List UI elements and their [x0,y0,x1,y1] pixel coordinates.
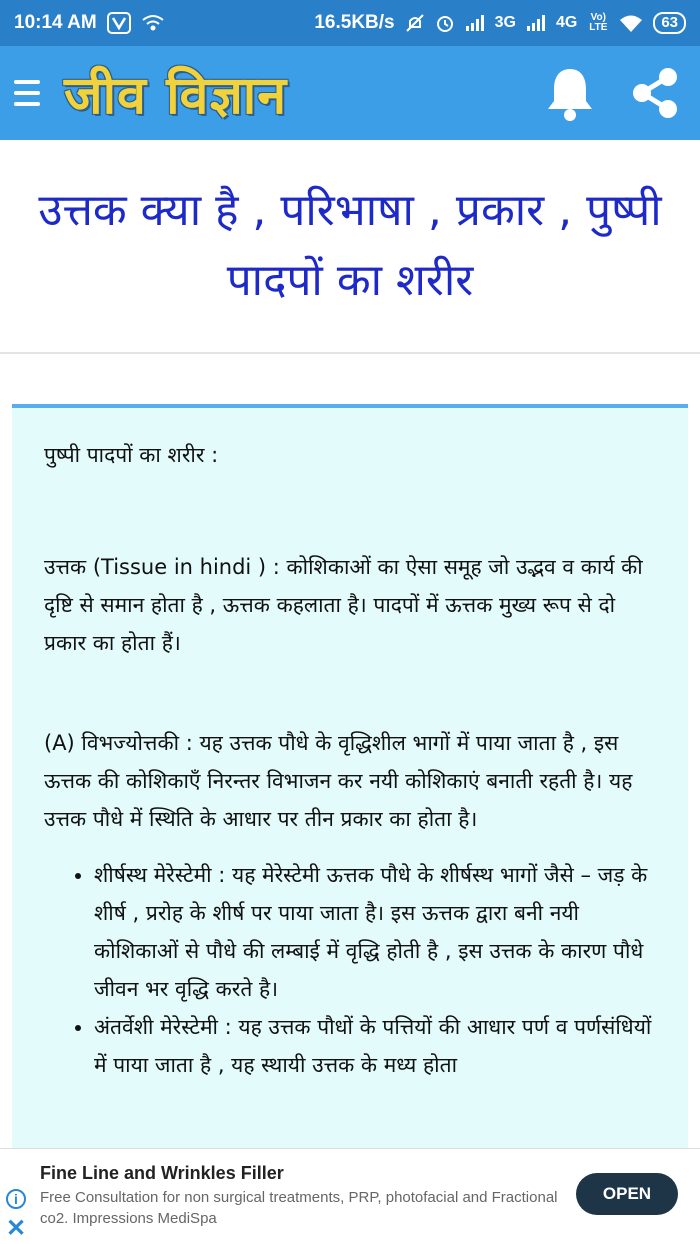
bell-icon[interactable] [544,65,596,121]
info-icon[interactable]: i [6,1189,26,1209]
signal-icon-2 [526,15,546,31]
app-bar [0,46,700,140]
status-time: 10:14 AM [14,12,97,33]
volte-indicator: Vo) LTE [589,12,608,33]
post-title: उत्तक क्या है , परिभाषा , प्रकार , पुष्पी पादपों का शरीर [0,140,700,354]
app-title: जीव विज्ञान [64,65,288,126]
ad-title[interactable]: Fine Line and Wrinkles Filler [40,1163,284,1183]
ad-open-button[interactable]: OPEN [576,1173,678,1215]
ad-banner[interactable] [0,1148,700,1244]
wifi-hotspot-icon [141,14,165,32]
section-heading: पुष्पी पादपों का शरीर : [44,443,219,467]
network-type-3g: 3G [494,14,516,31]
list-item-apical-meristem: • शीर्षस्थ मेरेस्टेमी : यह मेरेस्टेमी ऊत्तक पौधे के शीर्षस्थ भागों जैसे – जड़ के शीर्ष , प्ररोह के शीर्ष पर पाया जाता है। इस ऊत्तक द्वारा बनी नयी कोशिकाओं से पौधे की लम्बाई में वृद्धि होती है , इस उत्तक के कारण पौधे जीवन भर वृद्धि करते है। [94,856,656,1008]
share-icon[interactable] [630,67,680,119]
battery-indicator: 63 [653,12,686,34]
article-content [12,404,688,1164]
status-bar [0,0,700,46]
menu-icon[interactable] [14,72,40,114]
bullet-list [44,856,656,1084]
signal-icon-1 [465,15,485,31]
mute-icon [405,13,425,33]
ad-description: Free Consultation for non surgical treatments, PRP, photofacial and Fractional co2. Impressions MediSpa [40,1189,558,1227]
paragraph-meristematic: (A) विभज्योत्तकी : यह उत्तक पौधे के वृद्धिशील भागों में पाया जाता है , इस ऊत्तक की कोशिकाएँ निरन्तर विभाजन कर नयी कोशिकाएं बनाती रहती है। यह उत्तक पौधे में स्थिति के आधार पर तीन प्रकार का होता है। [44,731,633,831]
network-type-4g: 4G [555,14,578,31]
list-item-intercalary-meristem: • अंतर्वेशी मेरेस्टेमी : यह उत्तक पौधों के पत्तियों की आधार पर्ण व पर्णसंधियों में पाया जाता है , यह स्थायी उत्तक के मध्य होता [94,1008,656,1084]
paragraph-tissue-definition: उत्तक (Tissue in hindi ) : कोशिकाओं का ऐसा समूह जो उद्भव व कार्य की दृष्टि से समान होता है , ऊत्तक कहलाता है। पादपों में ऊत्तक मुख्य रूप से दो प्रकार का होता हैं। [44,555,643,655]
close-icon[interactable]: ✕ [6,1215,27,1242]
alarm-icon [435,13,455,33]
app-notification-icon [107,12,131,34]
network-speed: 16.5KB/s [314,12,395,33]
wifi-icon [619,14,643,32]
